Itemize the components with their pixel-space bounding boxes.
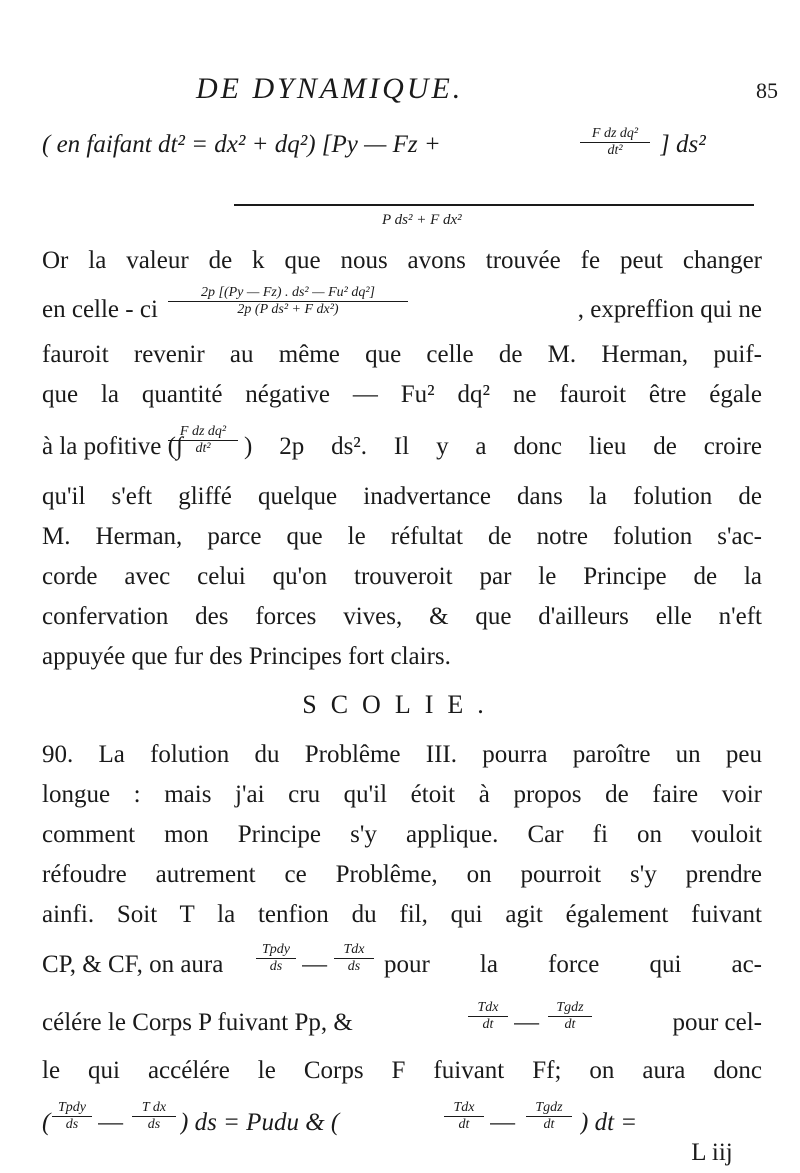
page-number: 85 [756, 78, 778, 103]
running-title: DE DYNAMIQUE. [196, 72, 464, 105]
text-line-18-prefix: CP, & CF, on aura [42, 951, 224, 978]
text-line-9: M. Herman, parce que le réfultat de notre folution s'ac- [42, 523, 762, 550]
eq4-f1-num: Tpdy [256, 942, 296, 959]
eq2-fraction [168, 285, 408, 318]
eq6-middle: ) ds = Pudu & ( [180, 1109, 340, 1136]
eq1-suffix: ] ds² [660, 131, 706, 158]
eq6-f3-num: Tdx [444, 1100, 484, 1117]
eq6-f3-den: dt [458, 1117, 470, 1132]
eq6-minus-1: — [98, 1109, 123, 1136]
eq6-f4-num: Tgdz [526, 1100, 572, 1117]
text-line-20: le qui accélére le Corps F fuivant Ff; on aura donc [42, 1057, 762, 1084]
text-line-17: ainfi. Soit T la tenfion du fil, qui agit également fuivant [42, 901, 762, 928]
eq1-suffix-wrap [660, 130, 770, 160]
eq2-fraction-num: 2p [(Py — Fz) . ds² — Fu² dq²] [168, 285, 408, 302]
fraction-rule [234, 204, 754, 206]
eq4-f2-num: Tdx [334, 942, 374, 959]
eq5-minus: — [514, 1009, 539, 1036]
text-line-15: comment mon Principe s'y applique. Car fi on vouloit [42, 821, 762, 848]
eq5-f2-den: dt [564, 1017, 576, 1032]
text-line-10: corde avec celui qu'on trouveroit par le Principe de la [42, 563, 762, 590]
text-line-8: qu'il s'eft gliffé quelque inadvertance dans la folution de [42, 483, 762, 510]
text-line-14: longue : mais j'ai cru qu'il étoit à propos de faire voir [42, 781, 762, 808]
eq6-fraction-4 [526, 1100, 572, 1133]
signature-mark: L iij [691, 1139, 733, 1166]
eq6-end: ) dt = [580, 1109, 638, 1136]
eq5-fraction-2 [548, 1000, 592, 1033]
eq6-f1-den: ds [65, 1117, 79, 1132]
section-heading-scolie: SCOLIE. [302, 690, 498, 719]
eq4-fraction-1 [256, 942, 296, 975]
eq6-f2-den: ds [147, 1117, 161, 1132]
eq5-fraction-1 [468, 1000, 508, 1033]
eq4-f1-den: ds [269, 959, 283, 974]
eq6-f2-num: T dx [132, 1100, 176, 1117]
eq3-fraction-num: F dz dq² [168, 424, 238, 441]
eq1-prefix: ( en faifant dt² = dx² + dq²) [Py — Fz + [42, 131, 441, 158]
page-header [0, 72, 800, 112]
eq1-fraction-num: F dz dq² [580, 126, 650, 143]
eq5-f1-den: dt [482, 1017, 494, 1032]
text-line-7-suffix: ) 2p ds². Il y a donc lieu de croire [244, 433, 762, 460]
eq5-f2-num: Tgdz [548, 1000, 592, 1017]
eq6-f4-den: dt [543, 1117, 555, 1132]
eq6-fraction-3 [444, 1100, 484, 1133]
eq6-f1-num: Tpdy [52, 1100, 92, 1117]
text-line-4-prefix: en celle - ci [42, 296, 158, 323]
eq4-fraction-2 [334, 942, 374, 975]
eq6-open: ( [42, 1109, 51, 1136]
text-line-11: confervation des forces vives, & que d'ailleurs elle n'eft [42, 603, 762, 630]
eq3-fraction [168, 424, 238, 457]
eq6-minus-2: — [490, 1109, 515, 1136]
eq4-f2-den: ds [347, 959, 361, 974]
eq1-denominator: P ds² + F dx² [382, 212, 462, 228]
eq6-fraction-2 [132, 1100, 176, 1133]
text-line-4-suffix: , expreffion qui ne [577, 296, 762, 323]
text-line-12: appuyée que fur des Principes fort clairs. [42, 643, 451, 670]
eq4-minus: — [302, 951, 327, 978]
text-line-18-suffix: pour la force qui ac- [384, 951, 762, 978]
text-line-16: réfoudre autrement ce Problême, on pourroit s'y prendre [42, 861, 762, 888]
text-line-13: 90. La folution du Problême III. pourra paroître un peu [42, 741, 762, 768]
text-line-7-prefix: à la pofitive (∫ [42, 433, 183, 460]
equation-line-1 [42, 130, 762, 160]
eq1-fraction [580, 126, 650, 159]
eq1-fraction-den: dt² [607, 143, 623, 158]
eq5-f1-num: Tdx [468, 1000, 508, 1017]
text-line-5: fauroit revenir au même que celle de M. Herman, puif- [42, 341, 762, 368]
text-line-19-prefix: célére le Corps P fuivant Pp, & [42, 1009, 353, 1036]
eq3-fraction-den: dt² [195, 441, 211, 456]
text-line-3: Or la valeur de k que nous avons trouvée fe peut changer [42, 247, 762, 274]
text-line-19-suffix: pour cel- [672, 1009, 762, 1036]
text-line-6: que la quantité négative — Fu² dq² ne fauroit être égale [42, 381, 762, 408]
eq6-fraction-1 [52, 1100, 92, 1133]
eq2-fraction-den: 2p (P ds² + F dx²) [237, 302, 339, 317]
